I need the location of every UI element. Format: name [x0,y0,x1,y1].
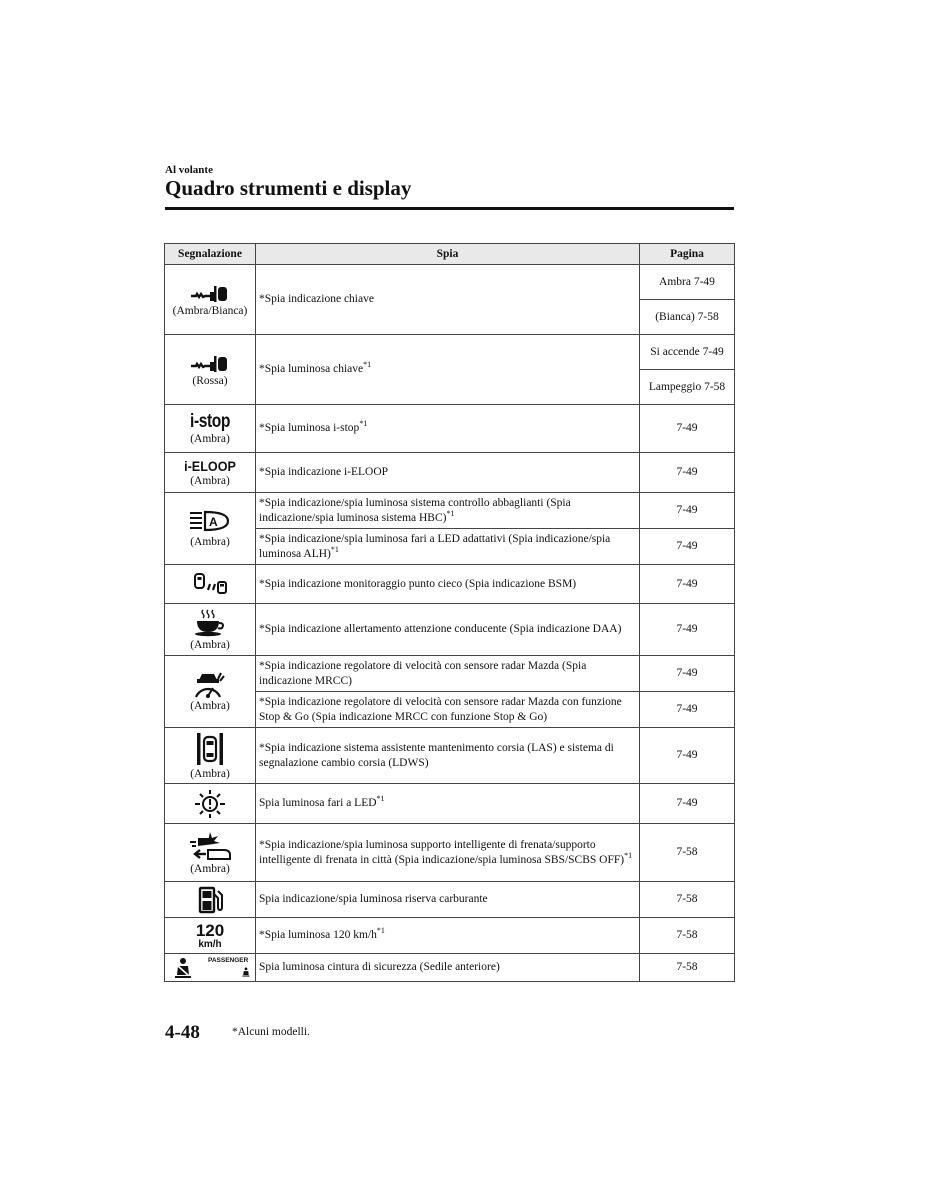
page-cell: 7-49 [640,493,735,529]
auto-headlight-icon [188,509,232,535]
seat-belt-small-icon [241,967,251,977]
description-cell: *Spia indicazione i-ELOOP [256,453,640,493]
title-rule [165,207,734,210]
signal-cell [165,784,256,824]
description-cell: *Spia indicazione allertamento attenzione conducente (Spia indicazione DAA) [256,604,640,656]
signal-cell [165,493,256,565]
page-cell: Ambra 7-49 [640,265,735,300]
description-cell: Spia indicazione/spia luminosa riserva carburante [256,882,640,918]
page-cell: 7-49 [640,453,735,493]
description-cell: *Spia indicazione/spia luminosa supporto intelligente di frenata/supporto intelligente di frenata in città (Spia indicazione/spia luminosa SBS/SCBS OFF)$^{*1}$ [256,824,640,882]
page-cell: 7-49 [640,728,735,784]
table-row [165,493,735,529]
signal-caption: (Ambra) [190,862,230,875]
table-row [165,784,735,824]
header-signal: Segnalazione [165,244,256,265]
table-row [165,604,735,656]
page-cell: 7-49 [640,604,735,656]
signal-cell [165,604,256,656]
signal-cell [165,954,256,982]
table-row [165,405,735,453]
key-warning-icon [190,352,230,374]
page-cell: 7-58 [640,882,735,918]
signal-cell [165,882,256,918]
description-cell: *Spia indicazione chiave [256,265,640,335]
signal-caption: (Rossa) [192,374,228,387]
coffee-cup-icon [192,608,228,638]
table-row [165,918,735,954]
seat-belt-icon: PASSENGER [168,956,252,980]
page-cell: 7-49 [640,692,735,728]
radar-cruise-icon [192,671,228,699]
table-row [165,656,735,692]
signal-cell [165,656,256,728]
page-cell: 7-58 [640,918,735,954]
i-stop-icon: i-stop [190,410,230,432]
page-cell: 7-49 [640,784,735,824]
table-row [165,565,735,604]
table-row [165,882,735,918]
description-cell: *Spia indicazione/spia luminosa fari a LED adattativi (Spia indicazione/spia luminosa ALH)$^{*1}$ [256,529,640,565]
table-row [165,453,735,493]
page-cell: Si accende 7-49 [640,335,735,370]
table-row [165,824,735,882]
header-light: Spia [256,244,640,265]
signal-cell [165,565,256,604]
svg-text:A: A [209,514,218,529]
description-cell: *Spia indicazione sistema assistente mantenimento corsia (LAS) e sistema di segnalazione cambio corsia (LDWS) [256,728,640,784]
page-cell: 7-58 [640,824,735,882]
description-cell: *Spia indicazione/spia luminosa sistema controllo abbaglianti (Spia indicazione/spia luminosa sistema HBC)$^{*1}$ [256,493,640,529]
table-row [165,335,735,370]
description-cell: Spia luminosa fari a LED$^{*1}$ [256,784,640,824]
signal-cell [165,728,256,784]
page-cell: (Bianca) 7-58 [640,300,735,335]
header-page: Pagina [640,244,735,265]
page-cell: 7-49 [640,405,735,453]
table-row [165,728,735,784]
description-cell: *Spia luminosa i-stop$^{*1}$ [256,405,640,453]
indicator-table [164,243,735,982]
signal-caption: (Ambra) [190,767,230,780]
section-label: Al volante [165,164,213,176]
table-row [165,954,735,982]
page-cell: 7-49 [640,656,735,692]
description-cell: Spia luminosa cintura di sicurezza (Sedile anteriore) [256,954,640,982]
signal-cell [165,453,256,493]
description-cell: *Spia indicazione monitoraggio punto cieco (Spia indicazione BSM) [256,565,640,604]
signal-caption: (Ambra) [190,474,230,487]
description-cell: *Spia indicazione regolatore di velocità con sensore radar Mazda con funzione Stop & Go (Spia indicazione MRCC con funzione Stop & Go) [256,692,640,728]
key-indicator-icon [190,282,230,304]
page-number: 4-48 [165,1022,200,1043]
page-cell: 7-49 [640,565,735,604]
page-cell: 7-58 [640,954,735,982]
signal-caption: (Ambra) [190,699,230,712]
signal-cell [165,405,256,453]
page-cell: 7-49 [640,529,735,565]
signal-caption: (Ambra) [190,638,230,651]
description-cell: *Spia luminosa 120 $km/h^{*1}$ [256,918,640,954]
seat-belt-figure-icon [172,957,194,979]
smart-brake-icon [188,830,232,862]
blind-spot-icon [188,572,232,596]
page-title: Quadro strumenti e display [165,176,412,200]
led-headlight-icon [192,789,228,819]
signal-cell [165,335,256,405]
signal-cell [165,824,256,882]
signal-caption: (Ambra) [190,432,230,445]
description-cell: *Spia luminosa chiave$^{*1}$ [256,335,640,405]
description-cell: *Spia indicazione regolatore di velocità con sensore radar Mazda (Spia indicazione MRCC) [256,656,640,692]
fuel-pump-icon [196,885,224,915]
signal-caption: (Ambra/Bianca) [172,304,248,317]
i-eloop-icon: i-ELOOP [184,457,236,474]
footnote: *Alcuni modelli. [232,1026,310,1038]
page-cell: Lampeggio 7-58 [640,370,735,405]
signal-caption: (Ambra) [190,535,230,548]
signal-cell [165,918,256,954]
table-row [165,265,735,300]
signal-cell [165,265,256,335]
speed-120-icon: 120 km/h [195,920,225,950]
lane-keep-icon [195,731,225,767]
table-header-row [165,244,735,265]
